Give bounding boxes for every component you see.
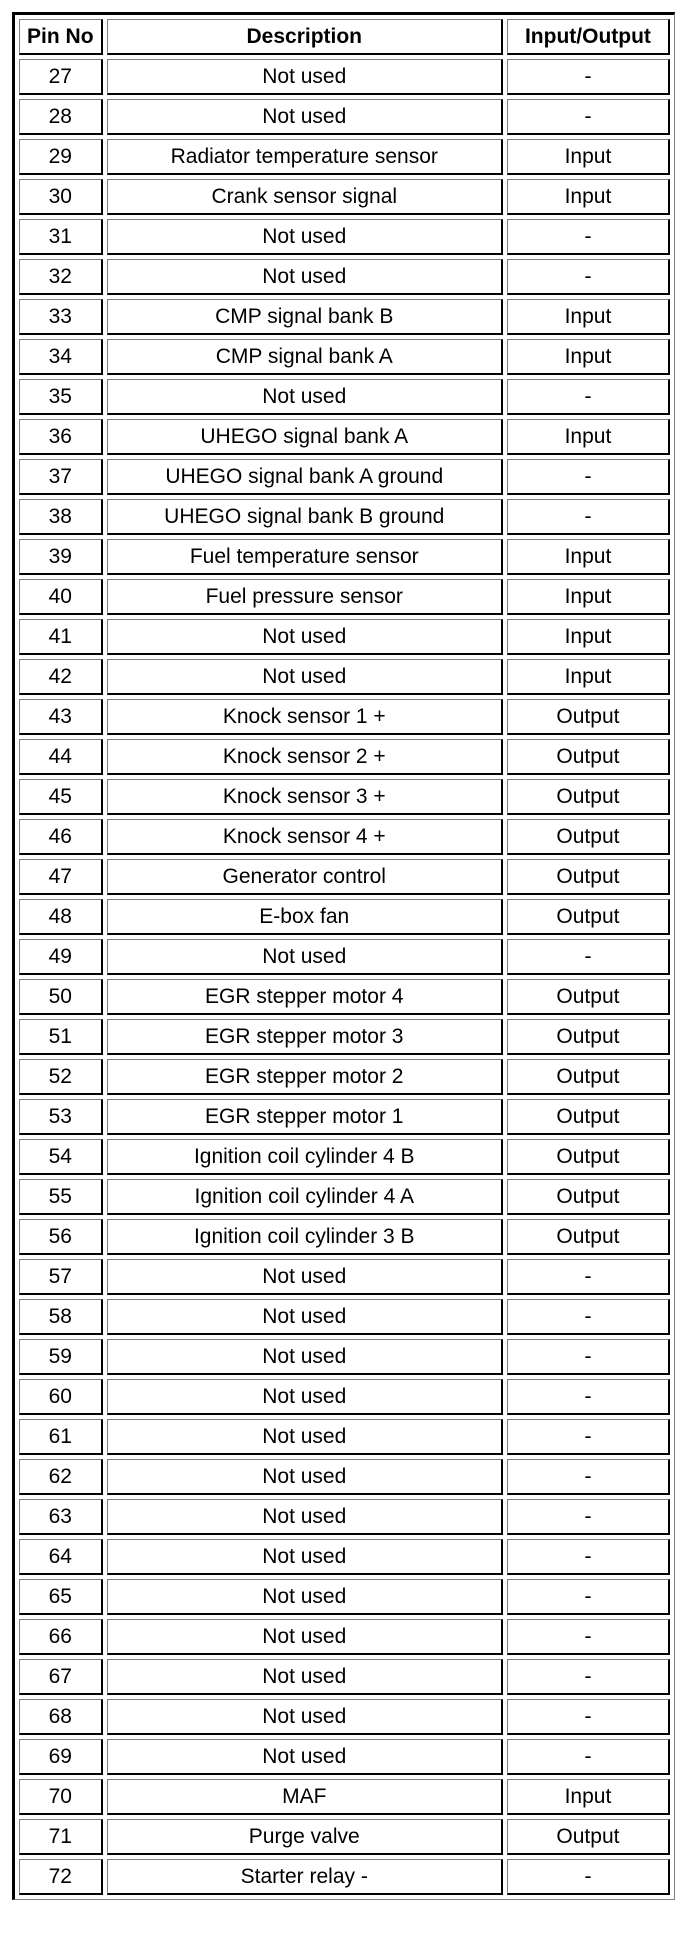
input-output-cell: Input <box>507 339 670 375</box>
pin-no-cell: 52 <box>19 1059 103 1095</box>
table-row <box>19 1219 670 1255</box>
pin-no-cell: 40 <box>19 579 103 615</box>
description-cell: Not used <box>107 379 503 415</box>
description-cell: EGR stepper motor 4 <box>107 979 503 1015</box>
pin-no-cell: 31 <box>19 219 103 255</box>
description-cell: Not used <box>107 939 503 975</box>
description-cell: Not used <box>107 1419 503 1455</box>
description-cell: EGR stepper motor 1 <box>107 1099 503 1135</box>
pin-no-cell: 51 <box>19 1019 103 1055</box>
input-output-cell: - <box>507 1539 670 1575</box>
table-row <box>19 819 670 855</box>
pin-no-cell: 67 <box>19 1659 103 1695</box>
description-cell: Not used <box>107 1579 503 1615</box>
description-cell: EGR stepper motor 3 <box>107 1019 503 1055</box>
header-pin-no: Pin No <box>19 19 103 55</box>
pin-no-cell: 49 <box>19 939 103 975</box>
description-cell: Not used <box>107 1459 503 1495</box>
table-row <box>19 59 670 95</box>
pin-no-cell: 44 <box>19 739 103 775</box>
table-row <box>19 899 670 935</box>
input-output-cell: Output <box>507 1059 670 1095</box>
table-row <box>19 1059 670 1095</box>
input-output-cell: Output <box>507 859 670 895</box>
input-output-cell: - <box>507 1619 670 1655</box>
table-row <box>19 499 670 535</box>
description-cell: Starter relay - <box>107 1859 503 1895</box>
table-row <box>19 739 670 775</box>
pin-no-cell: 72 <box>19 1859 103 1895</box>
description-cell: Knock sensor 1 + <box>107 699 503 735</box>
input-output-cell: Input <box>507 659 670 695</box>
description-cell: Not used <box>107 59 503 95</box>
input-output-cell: Input <box>507 619 670 655</box>
input-output-cell: - <box>507 939 670 975</box>
pin-no-cell: 39 <box>19 539 103 575</box>
input-output-cell: Output <box>507 1179 670 1215</box>
input-output-cell: Output <box>507 1099 670 1135</box>
input-output-cell: Output <box>507 819 670 855</box>
input-output-cell: - <box>507 219 670 255</box>
description-cell: UHEGO signal bank A <box>107 419 503 455</box>
description-cell: CMP signal bank A <box>107 339 503 375</box>
description-cell: Fuel pressure sensor <box>107 579 503 615</box>
table-row <box>19 979 670 1015</box>
table-row <box>19 1579 670 1615</box>
pin-no-cell: 32 <box>19 259 103 295</box>
input-output-cell: Output <box>507 1819 670 1855</box>
description-cell: Crank sensor signal <box>107 179 503 215</box>
description-cell: Not used <box>107 259 503 295</box>
pin-no-cell: 53 <box>19 1099 103 1135</box>
header-input-output: Input/Output <box>507 19 670 55</box>
pin-no-cell: 35 <box>19 379 103 415</box>
table-row <box>19 259 670 295</box>
table-row <box>19 419 670 455</box>
table-row <box>19 1659 670 1695</box>
table-row <box>19 1299 670 1335</box>
pin-no-cell: 58 <box>19 1299 103 1335</box>
pin-no-cell: 59 <box>19 1339 103 1375</box>
table-row <box>19 1379 670 1415</box>
pin-no-cell: 54 <box>19 1139 103 1175</box>
input-output-cell: - <box>507 499 670 535</box>
table-row <box>19 1499 670 1535</box>
description-cell: Fuel temperature sensor <box>107 539 503 575</box>
table-row <box>19 379 670 415</box>
input-output-cell: - <box>507 1659 670 1695</box>
table-row <box>19 1859 670 1895</box>
description-cell: CMP signal bank B <box>107 299 503 335</box>
table-row <box>19 1619 670 1655</box>
input-output-cell: - <box>507 1579 670 1615</box>
description-cell: Not used <box>107 1659 503 1695</box>
table-row <box>19 1139 670 1175</box>
pin-no-cell: 71 <box>19 1819 103 1855</box>
table-row <box>19 219 670 255</box>
description-cell: Ignition coil cylinder 4 B <box>107 1139 503 1175</box>
table-row <box>19 579 670 615</box>
pin-no-cell: 30 <box>19 179 103 215</box>
pin-no-cell: 37 <box>19 459 103 495</box>
pin-no-cell: 66 <box>19 1619 103 1655</box>
description-cell: Not used <box>107 1539 503 1575</box>
pin-no-cell: 27 <box>19 59 103 95</box>
table-row <box>19 1179 670 1215</box>
pin-no-cell: 42 <box>19 659 103 695</box>
table-row <box>19 1259 670 1295</box>
description-cell: E-box fan <box>107 899 503 935</box>
description-cell: UHEGO signal bank A ground <box>107 459 503 495</box>
pin-no-cell: 36 <box>19 419 103 455</box>
description-cell: Purge valve <box>107 1819 503 1855</box>
input-output-cell: - <box>507 259 670 295</box>
description-cell: Not used <box>107 1299 503 1335</box>
table-body <box>19 59 670 1895</box>
description-cell: Knock sensor 2 + <box>107 739 503 775</box>
description-cell: Generator control <box>107 859 503 895</box>
table-row <box>19 619 670 655</box>
table-row <box>19 539 670 575</box>
input-output-cell: Input <box>507 579 670 615</box>
description-cell: Not used <box>107 1259 503 1295</box>
table-row <box>19 1779 670 1815</box>
description-cell: Not used <box>107 619 503 655</box>
input-output-cell: Output <box>507 1019 670 1055</box>
table-row <box>19 1419 670 1455</box>
description-cell: UHEGO signal bank B ground <box>107 499 503 535</box>
input-output-cell: - <box>507 1419 670 1455</box>
input-output-cell: Input <box>507 139 670 175</box>
pin-no-cell: 28 <box>19 99 103 135</box>
input-output-cell: - <box>507 1739 670 1775</box>
pin-no-cell: 41 <box>19 619 103 655</box>
input-output-cell: Output <box>507 1219 670 1255</box>
table-row <box>19 99 670 135</box>
description-cell: Not used <box>107 1739 503 1775</box>
pin-no-cell: 50 <box>19 979 103 1015</box>
description-cell: Knock sensor 4 + <box>107 819 503 855</box>
pin-no-cell: 60 <box>19 1379 103 1415</box>
input-output-cell: - <box>507 1299 670 1335</box>
input-output-cell: - <box>507 1699 670 1735</box>
table-row <box>19 1019 670 1055</box>
pin-no-cell: 70 <box>19 1779 103 1815</box>
input-output-cell: Output <box>507 779 670 815</box>
table-row <box>19 339 670 375</box>
table-row <box>19 779 670 815</box>
description-cell: Not used <box>107 1699 503 1735</box>
pin-no-cell: 57 <box>19 1259 103 1295</box>
table-row <box>19 1459 670 1495</box>
description-cell: Not used <box>107 219 503 255</box>
input-output-cell: Output <box>507 699 670 735</box>
table-row <box>19 1819 670 1855</box>
pin-no-cell: 33 <box>19 299 103 335</box>
pin-no-cell: 56 <box>19 1219 103 1255</box>
input-output-cell: Input <box>507 299 670 335</box>
description-cell: EGR stepper motor 2 <box>107 1059 503 1095</box>
pin-no-cell: 64 <box>19 1539 103 1575</box>
description-cell: MAF <box>107 1779 503 1815</box>
pin-no-cell: 61 <box>19 1419 103 1455</box>
pin-no-cell: 55 <box>19 1179 103 1215</box>
table-row <box>19 699 670 735</box>
input-output-cell: Output <box>507 979 670 1015</box>
description-cell: Not used <box>107 99 503 135</box>
table-row <box>19 859 670 895</box>
pin-no-cell: 48 <box>19 899 103 935</box>
pin-no-cell: 69 <box>19 1739 103 1775</box>
input-output-cell: Input <box>507 539 670 575</box>
input-output-cell: - <box>507 459 670 495</box>
description-cell: Not used <box>107 1339 503 1375</box>
header-description: Description <box>107 19 503 55</box>
description-cell: Ignition coil cylinder 3 B <box>107 1219 503 1255</box>
input-output-cell: - <box>507 99 670 135</box>
input-output-cell: - <box>507 59 670 95</box>
input-output-cell: - <box>507 1379 670 1415</box>
table-row <box>19 939 670 975</box>
pin-no-cell: 34 <box>19 339 103 375</box>
input-output-cell: - <box>507 1859 670 1895</box>
input-output-cell: Input <box>507 419 670 455</box>
pinout-table <box>12 12 675 1900</box>
input-output-cell: - <box>507 1459 670 1495</box>
input-output-cell: - <box>507 1499 670 1535</box>
header-row <box>19 19 670 55</box>
input-output-cell: Output <box>507 899 670 935</box>
description-cell: Not used <box>107 1379 503 1415</box>
table-row <box>19 1539 670 1575</box>
table-row <box>19 459 670 495</box>
input-output-cell: Input <box>507 1779 670 1815</box>
table-row <box>19 659 670 695</box>
table-row <box>19 1099 670 1135</box>
input-output-cell: - <box>507 379 670 415</box>
pin-no-cell: 46 <box>19 819 103 855</box>
description-cell: Ignition coil cylinder 4 A <box>107 1179 503 1215</box>
pin-no-cell: 45 <box>19 779 103 815</box>
input-output-cell: - <box>507 1339 670 1375</box>
pin-no-cell: 68 <box>19 1699 103 1735</box>
input-output-cell: - <box>507 1259 670 1295</box>
pin-no-cell: 43 <box>19 699 103 735</box>
table-row <box>19 1699 670 1735</box>
description-cell: Not used <box>107 659 503 695</box>
input-output-cell: Input <box>507 179 670 215</box>
input-output-cell: Output <box>507 739 670 775</box>
pin-no-cell: 65 <box>19 1579 103 1615</box>
description-cell: Radiator temperature sensor <box>107 139 503 175</box>
pin-no-cell: 62 <box>19 1459 103 1495</box>
description-cell: Knock sensor 3 + <box>107 779 503 815</box>
table-row <box>19 1739 670 1775</box>
table-row <box>19 299 670 335</box>
description-cell: Not used <box>107 1499 503 1535</box>
pin-no-cell: 29 <box>19 139 103 175</box>
pin-no-cell: 63 <box>19 1499 103 1535</box>
pin-no-cell: 47 <box>19 859 103 895</box>
table-row <box>19 179 670 215</box>
table-row <box>19 139 670 175</box>
pin-no-cell: 38 <box>19 499 103 535</box>
input-output-cell: Output <box>507 1139 670 1175</box>
description-cell: Not used <box>107 1619 503 1655</box>
table-row <box>19 1339 670 1375</box>
